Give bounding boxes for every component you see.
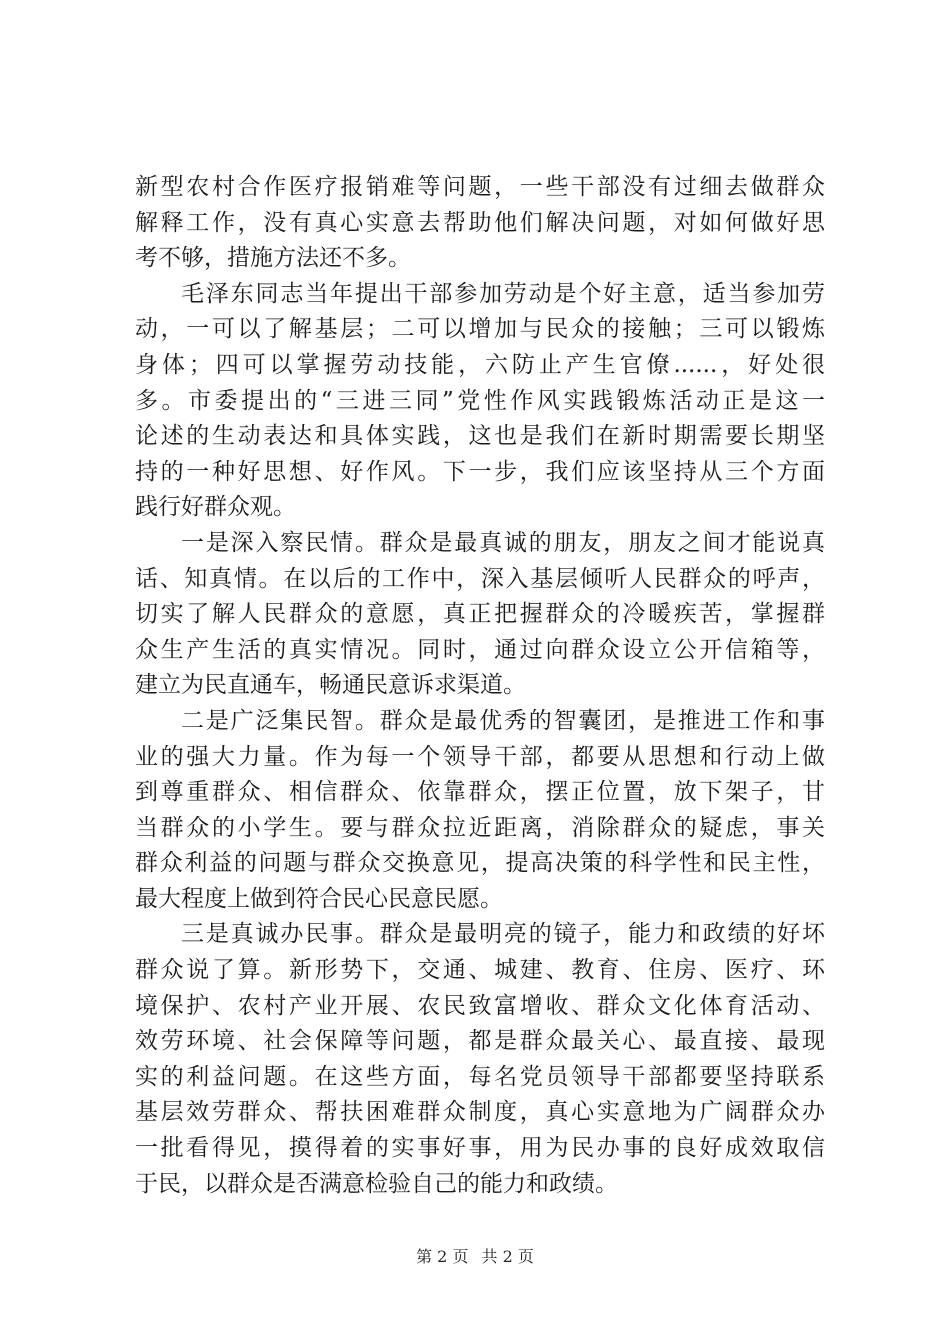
text-line: 动，一可以了解基层；二可以增加与民众的接触；三可以锻炼 [135, 316, 825, 343]
text-line: 众生产生活的真实情况。同时，通过向群众设立公开信箱等， [135, 636, 825, 663]
text-line: 实的利益问题。在这些方面，每名党员领导干部都要坚持联系 [135, 1063, 825, 1090]
text-line: 到尊重群众、相信群众、依靠群众，摆正位置，放下架子，甘 [135, 779, 825, 806]
text-line: 持的一种好思想、好作风。下一步，我们应该坚持从三个方面 [135, 458, 825, 485]
text-line: 践行好群众观。 [135, 494, 296, 521]
paragraph-start-line: 毛泽东同志当年提出干部参加劳动是个好主意，适当参加劳 [181, 280, 825, 307]
paragraph-start-line: 二是广泛集民智。群众是最优秀的智囊团，是推进工作和事 [181, 707, 825, 734]
text-line: 群众利益的问题与群众交换意见，提高决策的科学性和民主性， [135, 850, 825, 877]
text-line: 论述的生动表达和具体实践，这也是我们在新时期需要长期坚 [135, 423, 825, 450]
text-line: 新型农村合作医疗报销难等问题，一些干部没有过细去做群众 [135, 174, 825, 200]
page-number: 第 2 页 [416, 1247, 469, 1266]
paragraph-start-line: 一是深入察民情。群众是最真诚的朋友，朋友之间才能说真 [181, 529, 825, 556]
text-line: 话、知真情。在以后的工作中，深入基层倾听人民群众的呼声， [135, 565, 825, 592]
text-line: 基层效劳群众、帮扶困难群众制度，真心实意地为广阔群众办 [135, 1099, 825, 1126]
text-line: 身体；四可以掌握劳动技能，六防止产生官僚......，好处很 [135, 351, 825, 378]
text-line: 效劳环境、社会保障等问题，都是群众最关心、最直接、最现 [135, 1028, 825, 1055]
text-line: 建立为民直通车，畅通民意诉求渠道。 [135, 672, 526, 699]
text-line: 于民，以群众是否满意检验自己的能力和政绩。 [135, 1170, 618, 1197]
text-line: 一批看得见，摸得着的实事好事，用为民办事的良好成效取信 [135, 1135, 825, 1162]
text-line: 考不够，措施方法还不多。 [135, 245, 411, 272]
page-total: 共 2 页 [481, 1247, 534, 1266]
text-line: 多。市委提出的“三进三同”党性作风实践锻炼活动正是这一 [135, 387, 825, 414]
text-line: 境保护、农村产业开展、农民致富增收、群众文化体育活动、 [135, 992, 825, 1019]
text-line: 群众说了算。新形势下，交通、城建、教育、住房、医疗、环 [135, 957, 825, 984]
text-line: 业的强大力量。作为每一个领导干部，都要从思想和行动上做 [135, 743, 825, 770]
text-line: 解释工作，没有真心实意去帮助他们解决问题，对如何做好思 [135, 209, 825, 236]
text-line: 当群众的小学生。要与群众拉近距离，消除群众的疑虑，事关 [135, 814, 825, 841]
paragraph-start-line: 三是真诚办民事。群众是最明亮的镜子，能力和政绩的好坏 [181, 921, 825, 948]
text-line: 切实了解人民群众的意愿，真正把握群众的冷暖疾苦，掌握群 [135, 601, 825, 628]
page-footer [0, 1244, 950, 1267]
document-body [135, 170, 825, 1202]
text-line: 最大程度上做到符合民心民意民愿。 [135, 885, 503, 912]
